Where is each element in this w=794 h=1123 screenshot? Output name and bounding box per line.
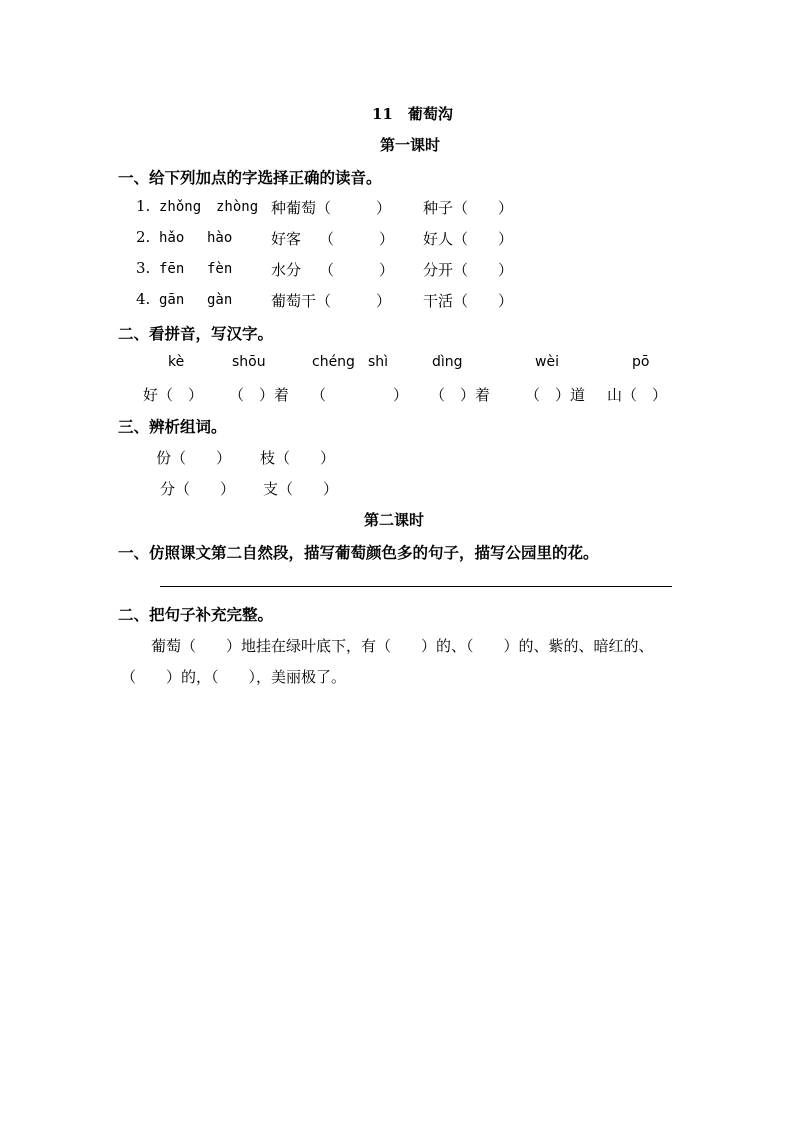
pinyin-option: fèn bbox=[207, 261, 233, 277]
word-answer: 好客 bbox=[271, 230, 302, 248]
pinyin-option: zhòng bbox=[216, 199, 259, 215]
lesson-two-heading: 第二课时 bbox=[364, 511, 425, 529]
fill-in-sentence-line-1: 葡萄（ ）地挂在绿叶底下，有（ ）的、（ ）的、紫的、暗红的、 bbox=[151, 637, 654, 655]
pinyin-prompt: chéng bbox=[312, 354, 355, 370]
row-number: 1. bbox=[136, 197, 151, 215]
question-2-heading: 二、看拼音，写汉字。 bbox=[118, 324, 274, 343]
word-group: 分（ ） bbox=[160, 480, 236, 498]
fill-in-sentence-line-2: （ ）的，（ ），美丽极了。 bbox=[121, 668, 347, 686]
page-title: 11 葡萄沟 bbox=[372, 105, 453, 123]
answer-blank: 山（ ） bbox=[607, 386, 668, 404]
pinyin-prompt: pō bbox=[632, 354, 650, 370]
word-answer: 葡萄干（ ） bbox=[271, 292, 392, 310]
answer-blank: （ ）着 bbox=[229, 386, 290, 404]
pinyin-prompt: shì bbox=[368, 354, 389, 370]
pinyin-option: fēn bbox=[159, 261, 185, 277]
word-group: 份（ ） bbox=[156, 449, 232, 467]
word-group: 支（ ） bbox=[263, 480, 339, 498]
word-answer-blank: （ ） bbox=[319, 230, 395, 248]
word-answer: 干活（ ） bbox=[423, 292, 514, 310]
question-3-heading: 三、辨析组词。 bbox=[118, 417, 227, 436]
answer-blank: 好（ ） bbox=[143, 386, 204, 404]
pinyin-prompt: shōu bbox=[232, 354, 266, 370]
question-1-heading: 一、给下列加点的字选择正确的读音。 bbox=[118, 168, 382, 187]
pinyin-option: zhǒng bbox=[159, 199, 202, 215]
row-number: 4. bbox=[136, 290, 151, 308]
row-number: 2. bbox=[136, 228, 151, 246]
word-answer-blank: （ ） bbox=[319, 261, 395, 279]
answer-blank-open: （ bbox=[311, 386, 327, 404]
row-number: 3. bbox=[136, 259, 151, 277]
pinyin-option: hǎo bbox=[159, 230, 185, 246]
lesson-one-heading: 第一课时 bbox=[380, 136, 441, 154]
question-5-heading: 二、把句子补充完整。 bbox=[118, 605, 274, 624]
pinyin-prompt: dìng bbox=[432, 354, 463, 370]
word-answer: 分开（ ） bbox=[423, 261, 514, 279]
word-answer: 水分 bbox=[271, 261, 302, 279]
question-4-heading: 一、仿照课文第二自然段，描写葡萄颜色多的句子，描写公园里的花。 bbox=[118, 543, 599, 562]
word-answer: 种葡萄（ ） bbox=[271, 199, 392, 217]
answer-blank: （ ）着 bbox=[430, 386, 491, 404]
pinyin-option: gān bbox=[159, 292, 185, 308]
pinyin-option: hào bbox=[207, 230, 233, 246]
answer-blank: （ ）道 bbox=[525, 386, 586, 404]
answer-line bbox=[160, 586, 672, 587]
pinyin-prompt: kè bbox=[168, 354, 185, 370]
answer-blank-close: ） bbox=[393, 386, 409, 404]
word-answer: 种子（ ） bbox=[423, 199, 514, 217]
word-group: 枝（ ） bbox=[260, 449, 336, 467]
pinyin-prompt: wèi bbox=[535, 354, 559, 370]
word-answer: 好人（ ） bbox=[423, 230, 514, 248]
pinyin-option: gàn bbox=[207, 292, 233, 308]
